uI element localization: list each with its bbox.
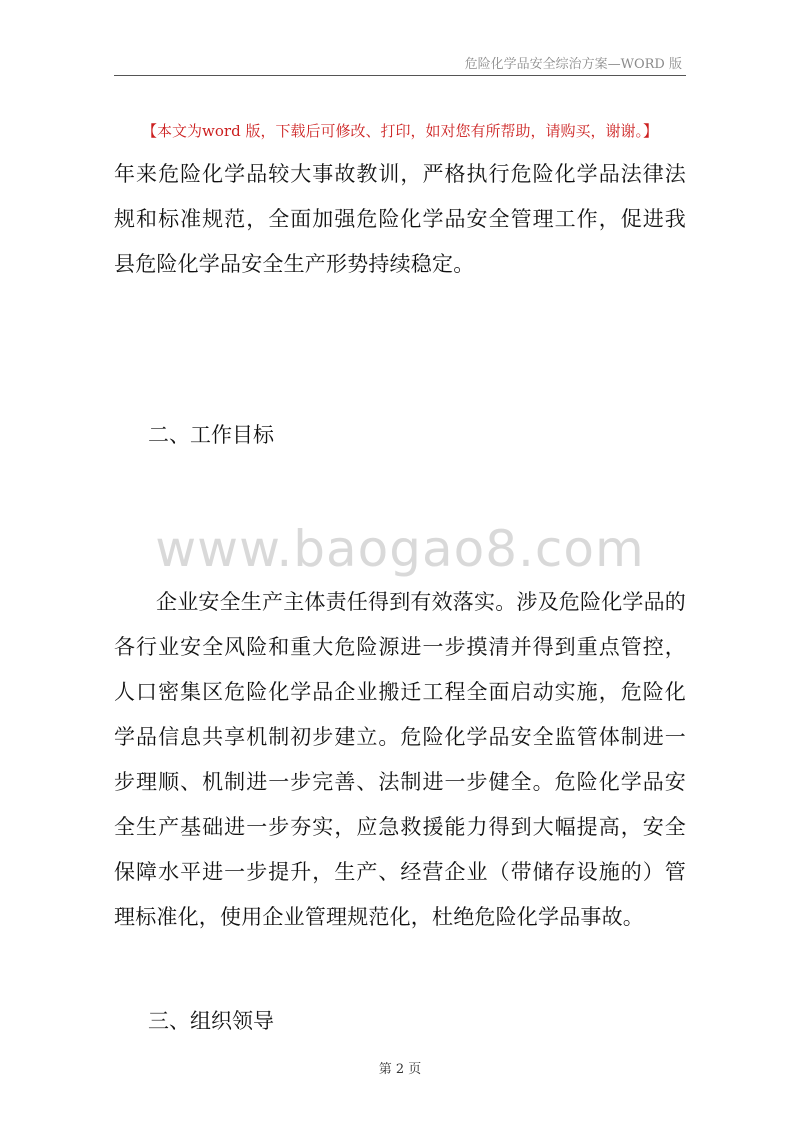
section-heading-work-goals: 二、工作目标 bbox=[148, 423, 274, 447]
body-paragraph-1: 年来危险化学品较大事故教训，严格执行危险化学品法律法规和标准规范，全面加强危险化学品安全管理工作，促进我县危险化学品安全生产形势持续稳定。 bbox=[114, 162, 686, 276]
section-heading-organization: 三、组织领导 bbox=[148, 1009, 274, 1033]
download-notice: 【本文为word 版，下载后可修改、打印，如对您有所帮助，请购买，谢谢。】 bbox=[142, 122, 658, 140]
document-header-title: 危险化学品安全综治方案—WORD 版 bbox=[464, 57, 682, 72]
site-watermark: www.baogao8.com bbox=[155, 520, 645, 578]
body-paragraph-2: 企业安全生产主体责任得到有效落实。涉及危险化学品的各行业安全风险和重大危险源进一步摸清并得到重点管控，人口密集区危险化学品企业搬迁工程全面启动实施，危险化学品信息共享机制初步建立。危险化学品安全监管体制进一步理顺、机制进一步完善、法制进一步健全。危险化学品安全生产基础进一步夯实，应急救援能力得到大幅提高，安全保障水平进一步提升，生产、经营企业（带储存设施的）管理标准化，使用企业管理规范化，杜绝危险化学品事故。 bbox=[114, 590, 686, 929]
header-divider bbox=[114, 75, 686, 76]
page-number: 第 2 页 bbox=[378, 1062, 422, 1077]
